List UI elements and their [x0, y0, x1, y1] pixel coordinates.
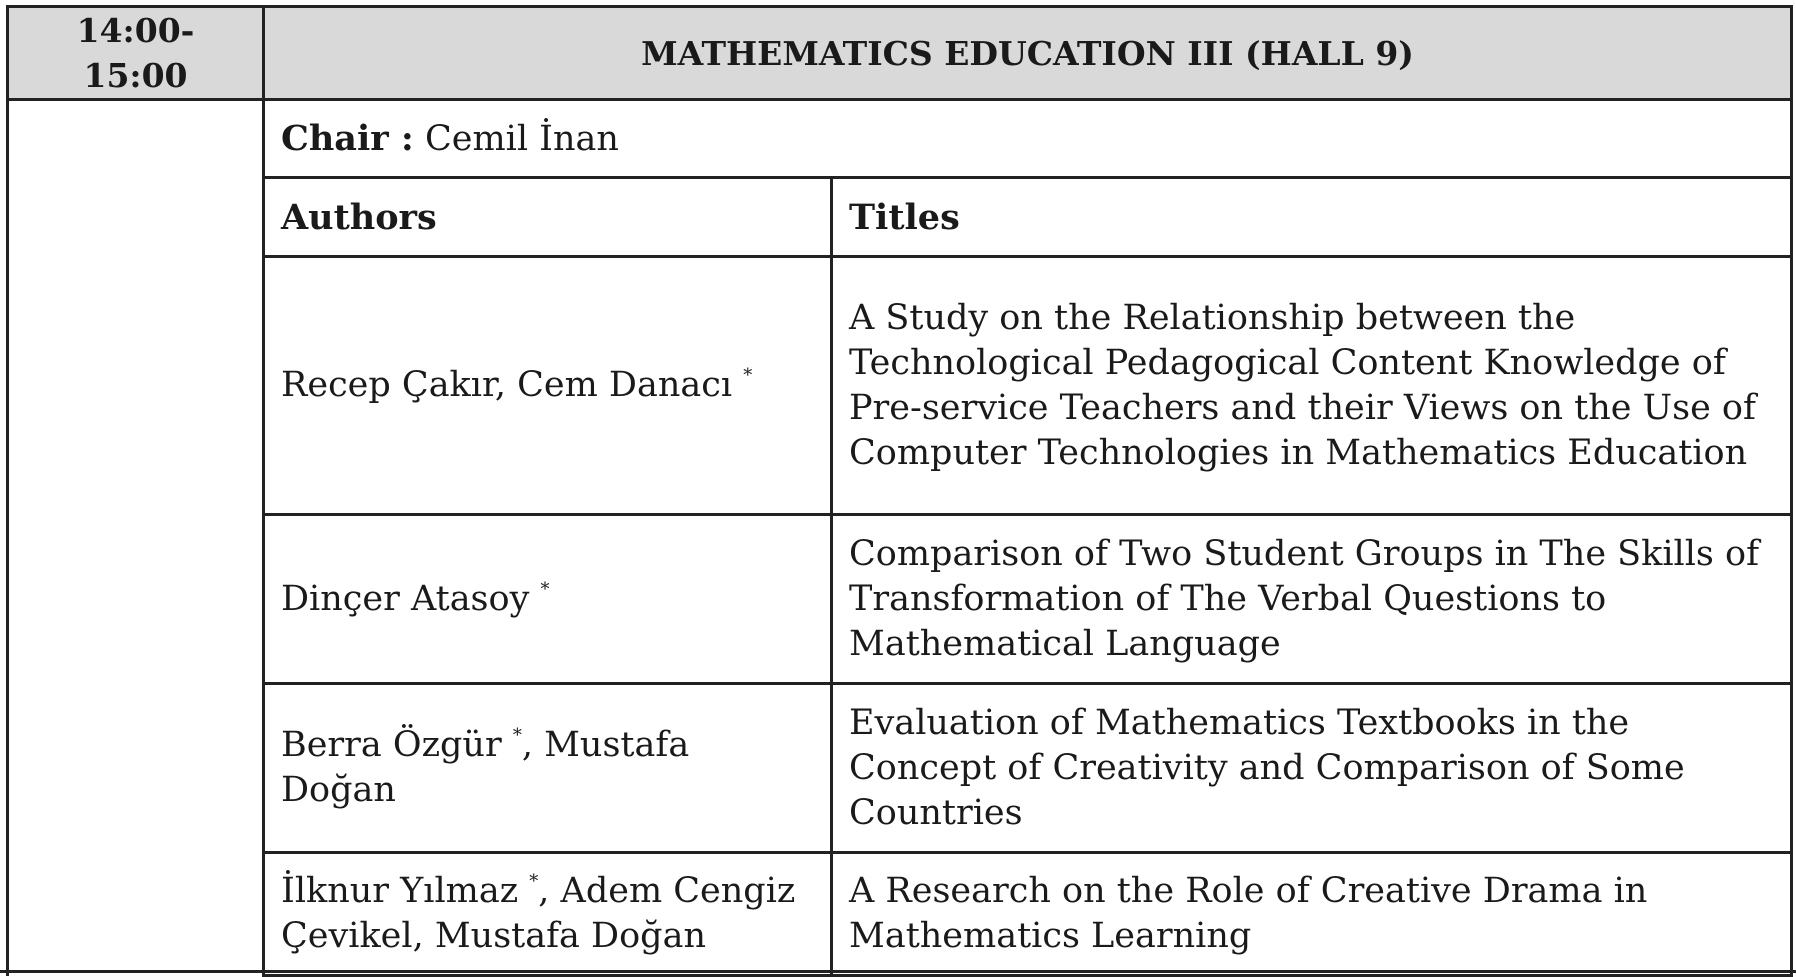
chair-name: Cemil İnan — [424, 118, 619, 159]
paper-row — [8, 853, 1792, 976]
author-names-rest: , Mustafa Doğan — [281, 725, 690, 810]
paper-authors — [264, 853, 832, 976]
presenter-star: * — [540, 578, 550, 600]
paper-row — [8, 515, 1792, 684]
time-column-spacer — [8, 100, 264, 976]
author-names: Berra Özgür — [281, 725, 502, 765]
authors-header: Authors — [264, 178, 832, 257]
author-names: Dinçer Atasoy — [281, 578, 530, 619]
paper-authors — [264, 684, 832, 853]
chair-label: Chair : — [281, 117, 414, 159]
paper-title: A Study on the Relationship between the Technological Pedagogical Content Knowledge of Pre-service Teachers and their Views on the Use of Computer Technologies in Mathematics Education — [832, 257, 1792, 515]
paper-title: Comparison of Two Student Groups in The Skills of Transformation of The Verbal Questions to Mathematical Language — [832, 515, 1792, 684]
author-names: Recep Çakır, Cem Danacı — [281, 365, 733, 405]
paper-title: Evaluation of Mathematics Textbooks in the Concept of Creativity and Comparison of Some Countries — [832, 684, 1792, 853]
paper-authors — [264, 515, 832, 684]
paper-row — [8, 257, 1792, 515]
presenter-star: * — [512, 725, 522, 747]
paper-row — [8, 684, 1792, 853]
paper-authors — [264, 257, 832, 515]
author-names: İlknur Yılmaz — [281, 871, 519, 911]
paper-title: A Research on the Role of Creative Drama in Mathematics Learning — [832, 853, 1792, 976]
chair-row — [8, 100, 1792, 178]
author-names-rest: , Adem Cengiz Çevikel, Mustafa Doğan — [281, 871, 796, 956]
column-header-row — [8, 178, 1792, 257]
session-title: MATHEMATICS EDUCATION III (HALL 9) — [264, 7, 1792, 100]
session-header-row — [8, 7, 1792, 100]
chair-cell — [264, 100, 1792, 178]
session-table — [6, 5, 1793, 977]
presenter-star: * — [529, 871, 539, 893]
session-time: 14:00-15:00 — [8, 7, 264, 100]
presenter-star: * — [743, 365, 753, 387]
table-bottom-rule — [0, 970, 1796, 973]
titles-header: Titles — [832, 178, 1792, 257]
